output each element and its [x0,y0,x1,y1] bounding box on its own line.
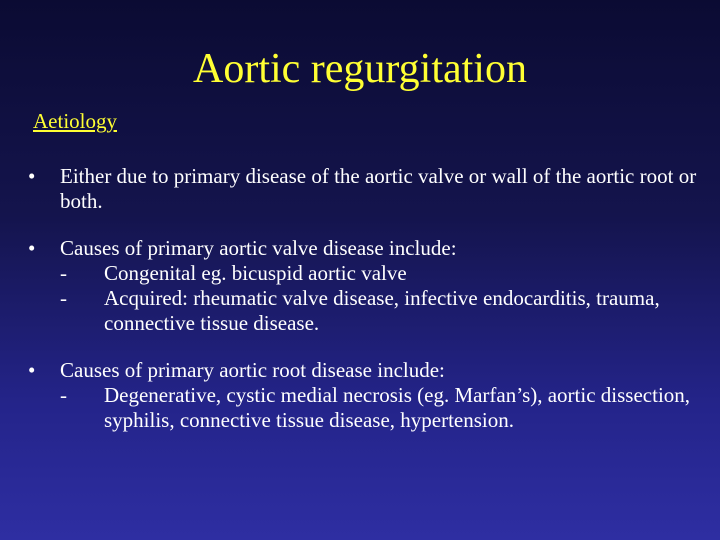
sub-item [60,261,698,286]
bullet-text: Causes of primary aortic valve disease include: [60,236,457,260]
bullet-icon: • [28,164,36,188]
dash-icon: - [60,261,67,285]
sub-item-text: Degenerative, cystic medial necrosis (eg. Marfan’s), aortic dissection, syphilis, connective tissue disease, hypertension. [104,383,691,432]
sub-item-text: Congenital eg. bicuspid aortic valve [104,261,407,285]
bullet-list [28,164,698,455]
bullet-icon: • [28,236,36,260]
sub-item [60,286,698,336]
bullet-text: Either due to primary disease of the aortic valve or wall of the aortic root or both. [60,164,697,213]
sub-item-text: Acquired: rheumatic valve disease, infective endocarditis, trauma, connective tissue disease. [104,286,660,335]
dash-icon: - [60,383,67,407]
slide-subtitle: Aetiology [33,109,117,133]
bullet-text: Causes of primary aortic root disease include: [60,358,445,382]
slide-title: Aortic regurgitation [193,46,527,92]
bullet-icon: • [28,358,36,382]
bullet-item [28,164,698,214]
sub-item [60,383,698,433]
dash-icon: - [60,286,67,310]
bullet-item [28,236,698,336]
bullet-item [28,358,698,433]
